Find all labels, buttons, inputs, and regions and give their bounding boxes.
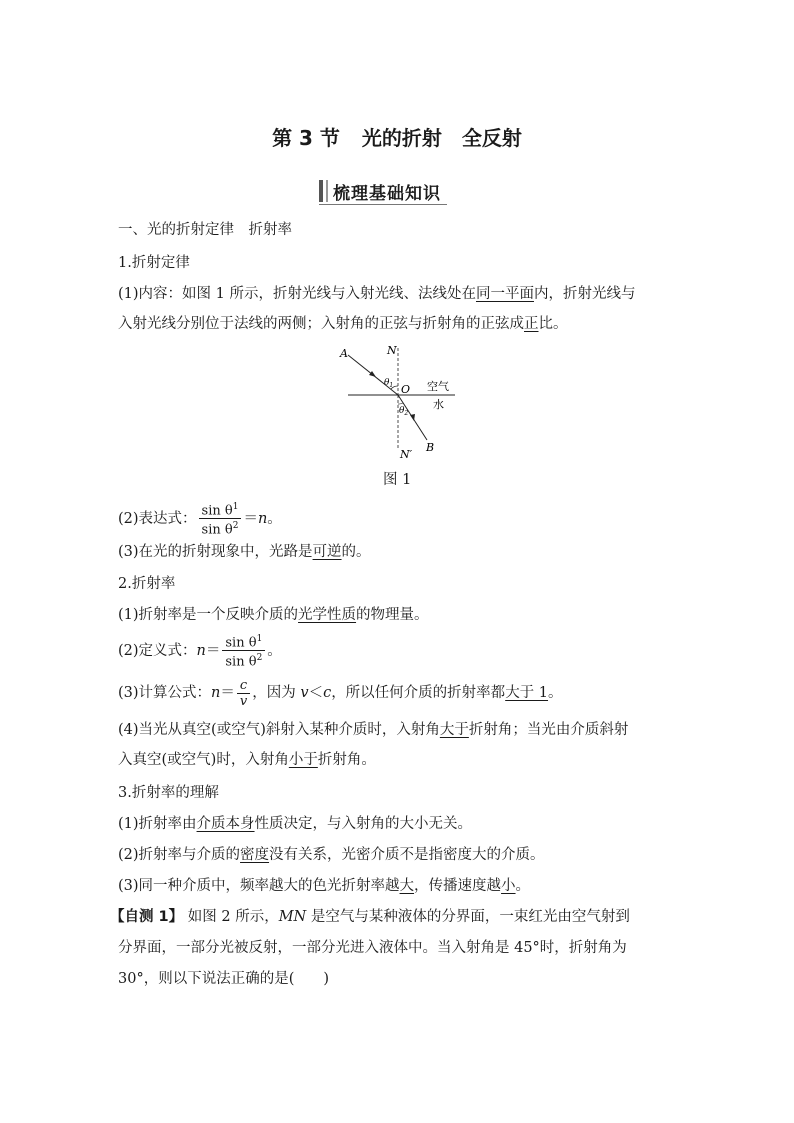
fraction-c-over-v: $\frac{c}{v}$ <box>237 678 250 709</box>
heading-law: 1.折射定律 <box>118 255 190 271</box>
figure-caption: 图 1 <box>383 472 412 488</box>
label-b: B <box>426 441 435 454</box>
section-title <box>0 122 794 151</box>
label-n-prime: N′ <box>400 448 413 461</box>
paragraph-optical-property: (1)折射率是一个反映介质的光学性质的物理量。 <box>118 607 429 623</box>
exercise-line2: 分界面，一部分光被反射，一部分光进入液体中。当入射角是 45°时，折射角为 <box>118 940 627 956</box>
exercise-tag: 【自测 1】 <box>110 909 184 925</box>
banner-bar-thin <box>326 180 328 202</box>
section-topic: 光的折射 全反射 <box>361 126 522 150</box>
label-o: O <box>401 383 411 396</box>
exercise-line1: 【自测 1】 如图 2 所示，MN 是空气与某种液体的分界面，一束红光由空气射到 <box>110 909 630 925</box>
paragraph-reversible: (3)在光的折射现象中，光路是可逆的。 <box>118 544 371 560</box>
label-a: A <box>340 347 348 360</box>
paragraph-formula: (3)计算公式：n＝ $\frac{c}{v}$ ，因为 v＜c，所以任何介质的折射率都大于 1。 <box>118 677 563 709</box>
section-number: 第 3 节 <box>272 126 340 150</box>
paragraph-definition: (2)定义式：n＝ $\frac{\sin \theta^1}{\sin \theta^2}$ 。 <box>118 634 282 670</box>
heading-understanding: 3.折射率的理解 <box>118 785 219 801</box>
angle-arc-2 <box>398 403 403 404</box>
paragraph-medium: (1)折射率由介质本身性质决定，与入射角的大小无关。 <box>118 816 473 832</box>
incident-arrow <box>369 371 376 377</box>
paragraph-content-line1: (1)内容：如图 1 所示，折射光线与入射光线、法线处在同一平面内，折射光线与 <box>118 286 636 302</box>
paragraph-density: (2)折射率与介质的密度没有关系，光密介质不是指密度大的介质。 <box>118 847 545 863</box>
banner-bar <box>319 180 323 202</box>
paragraph-frequency: (3)同一种介质中，频率越大的色光折射率越大，传播速度越小。 <box>118 878 531 894</box>
label-n: N <box>387 344 397 357</box>
heading-refractive-index: 2.折射率 <box>118 576 176 592</box>
paragraph-incidence-line2: 入真空(或空气)时，入射角小于折射角。 <box>118 752 376 768</box>
paragraph-content-line2: 入射光线分别位于法线的两侧；入射角的正弦与折射角的正弦成正比。 <box>118 316 568 332</box>
heading-refraction-law: 一、光的折射定律 折射率 <box>118 222 292 238</box>
paragraph-incidence-line1: (4)当光从真空(或空气)斜射入某种介质时，入射角大于折射角；当光由介质斜射 <box>118 722 629 738</box>
fraction-definition: $\frac{\sin \theta^1}{\sin \theta^2}$ <box>222 632 265 670</box>
label-theta1: $\theta_1$ <box>384 378 394 389</box>
label-water: 水 <box>433 398 444 411</box>
label-theta2: $\theta_2$ <box>399 406 409 417</box>
banner-text: 梳理基础知识 <box>333 183 441 204</box>
exercise-line3: 30°，则以下说法正确的是( ) <box>118 971 330 987</box>
label-air: 空气 <box>427 380 449 393</box>
section-banner <box>319 178 447 205</box>
refraction-diagram <box>330 340 470 465</box>
fraction-sin-ratio: $\frac{\sin \theta^1}{\sin \theta^2}$ <box>199 500 242 538</box>
paragraph-expression: (2)表达式： $\frac{\sin \theta^1}{\sin \theta^2}$ ＝n。 <box>118 502 282 538</box>
